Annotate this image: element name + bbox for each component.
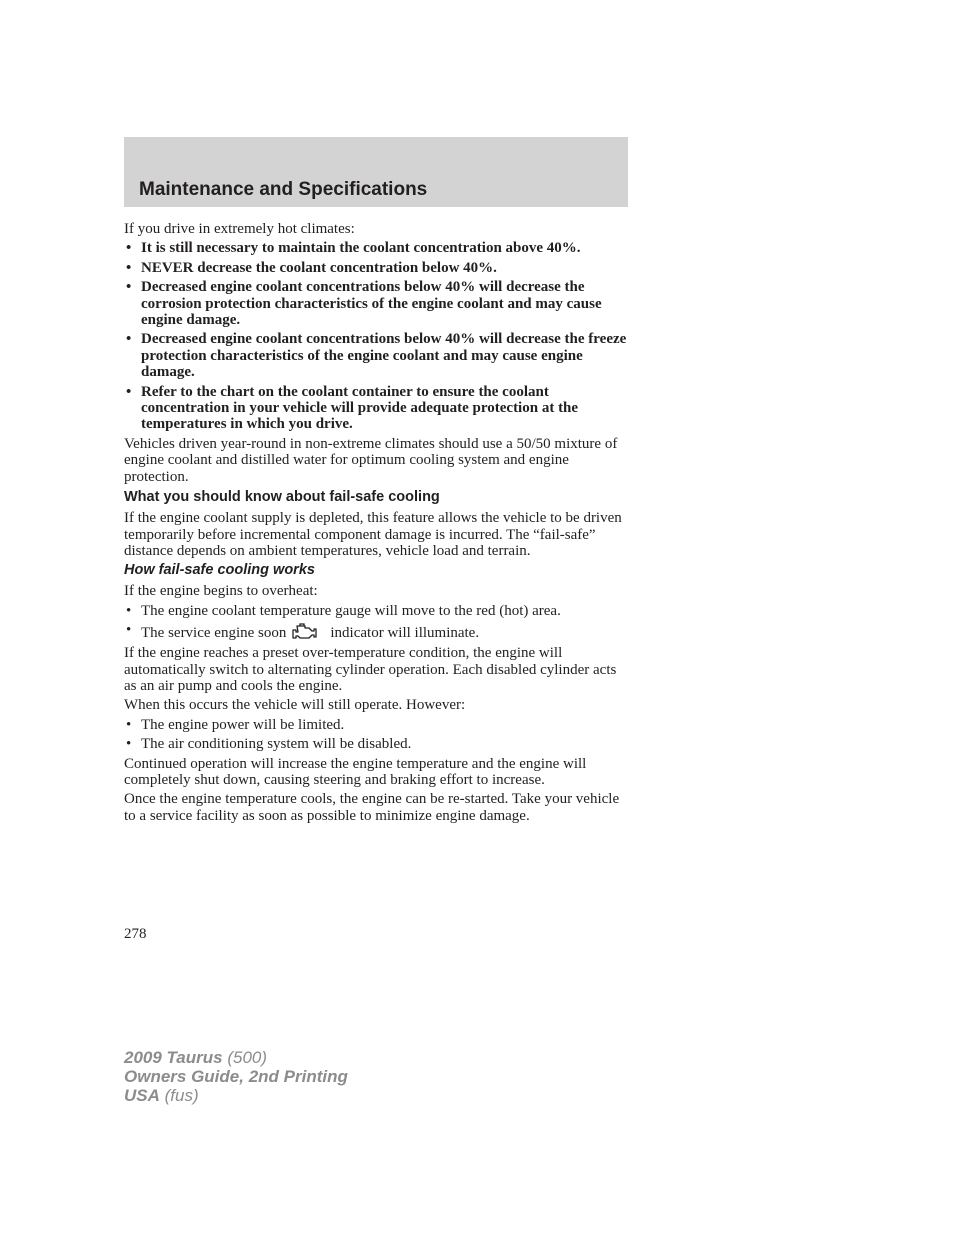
operate-intro: When this occurs the vehicle will still operate. However: xyxy=(124,697,466,714)
service-engine-soon-icon xyxy=(290,622,318,642)
footer-line-guide: Owners Guide, 2nd Printing xyxy=(124,1067,348,1086)
operate-list xyxy=(124,717,630,753)
footer-line-model: 2009 Taurus (500) xyxy=(124,1048,268,1067)
service-engine-text-before: The service engine soon xyxy=(141,625,287,642)
overheat-intro: If the engine begins to overheat: xyxy=(124,583,318,600)
page-content xyxy=(124,221,630,827)
footer-line-region: USA (fus) xyxy=(124,1086,199,1105)
hot-climate-intro: If you drive in extremely hot climates: xyxy=(124,221,355,237)
list-item: • Decreased engine coolant concentrations below 40% will decrease the corrosion protection characteristics of the engine coolant and may cause engine damage. xyxy=(124,279,630,328)
overheat-list xyxy=(124,603,630,642)
continued-paragraph: Continued operation will increase the engine temperature and the engine will completely shut down, causing steering and braking effort to increase. xyxy=(124,755,587,788)
cylinder-paragraph: If the engine reaches a preset over-temperature condition, the engine will automatically switch to alternating cylinder operation. Each disabled cylinder acts as an air pump and cools the engine. xyxy=(124,645,617,694)
failsafe-paragraph: If the engine coolant supply is depleted, this feature allows the vehicle to be driven temporarily before incremental component damage is incurred. The “fail-safe” distance depends on ambient temperatures, vehicle load and terrain. xyxy=(124,510,622,559)
section-header xyxy=(124,137,628,207)
list-item: • The engine coolant temperature gauge will move to the red (hot) area. xyxy=(124,603,630,619)
restart-paragraph: Once the engine temperature cools, the engine can be re-started. Take your vehicle to a service facility as soon as possible to minimize engine damage. xyxy=(124,791,620,824)
list-item: • Decreased engine coolant concentrations below 40% will decrease the freeze protection characteristics of the engine coolant and may cause engine damage. xyxy=(124,331,630,380)
page-number: 278 xyxy=(124,926,147,942)
mixture-paragraph: Vehicles driven year-round in non-extreme climates should use a 50/50 mixture of engine coolant and distilled water for optimum cooling system and engine protection. xyxy=(124,435,618,485)
section-title: Maintenance and Specifications xyxy=(139,179,428,200)
list-item: • NEVER decrease the coolant concentration below 40%. xyxy=(124,260,630,276)
list-item xyxy=(124,622,630,642)
failsafe-heading: What you should know about fail-safe cooling xyxy=(124,489,440,506)
failsafe-subheading: How fail-safe cooling works xyxy=(124,562,315,579)
list-item: • Refer to the chart on the coolant container to ensure the coolant concentration in your vehicle will provide adequate protection at the temperatures in which you drive. xyxy=(124,384,630,433)
service-engine-text-after: indicator will illuminate. xyxy=(330,625,480,642)
list-item: • It is still necessary to maintain the coolant concentration above 40%. xyxy=(124,240,630,256)
hot-climate-list xyxy=(124,240,630,432)
list-item: • The engine power will be limited. xyxy=(124,717,630,733)
list-item: • The air conditioning system will be disabled. xyxy=(124,736,630,752)
footer xyxy=(124,1048,348,1105)
